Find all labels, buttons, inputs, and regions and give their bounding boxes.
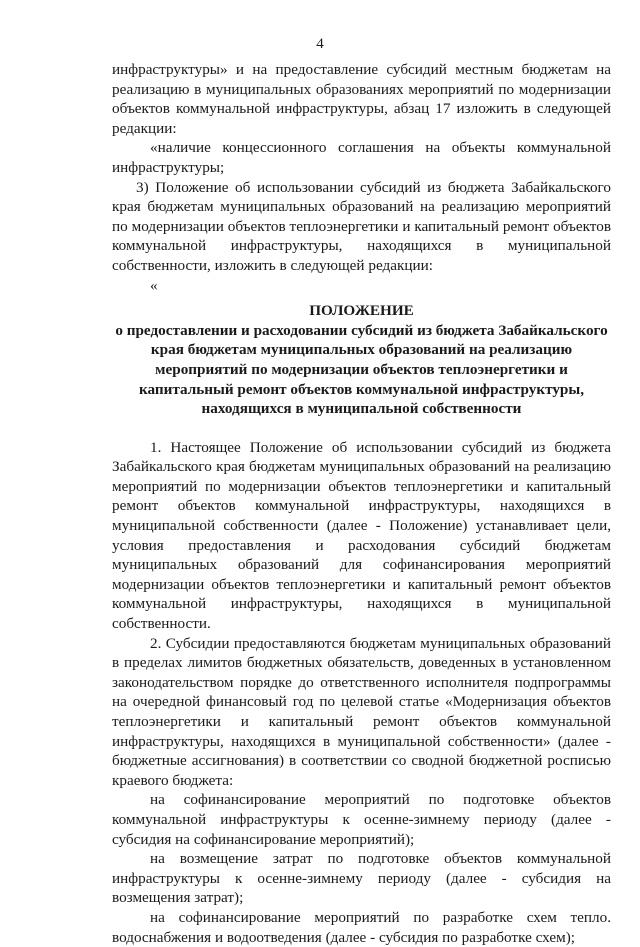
section-subtitle: о предоставлении и расходовании субсидий из бюджета Забайкальского края бюджетам муниципальных образований на реализацию мероприятий по модернизации объектов теплоэнергетики и капитальный ремонт объектов коммунальной инфраструктуры, находящихся в муниципальной собственности xyxy=(115,321,608,418)
paragraph-open-quote: « xyxy=(150,276,158,294)
paragraph-intro: инфраструктуры» и на предоставление субсидий местным бюджетам на реализацию в муниципальных образованиях мероприятий по модернизации объектов коммунальной инфраструктуры, абзац 17 изложить в следующей редакции: xyxy=(112,61,611,137)
paragraph-item-3: 3) Положение об использовании субсидий из бюджета Забайкальского края бюджетам муниципальных образований на реализацию мероприятий по модернизации объектов теплоэнергетики и капитальный ремонт объектов коммунальной инфраструктуры, находящихся в муниципальной собственности, изложить в следующей редакции: xyxy=(112,178,611,274)
paragraph-1: 1. Настоящее Положение об использовании субсидий из бюджета Забайкальского края бюджетам муниципальных образований на реализацию мероприятий по модернизации объектов теплоэнергетики и капитальный ремонт объектов коммунальной инфраструктуры, находящихся в муниципальной собственности (далее - Положение) устанавливает цели, условия предоставления и расходования субсидий бюджетам муниципальных образований для софинансирования мероприятий модернизации объектов теплоэнергетики и капитальный ремонт объектов коммунальной инфраструктуры, находящихся в муниципальной собственности. xyxy=(112,438,611,633)
paragraph-list-item-1: на софинансирование мероприятий по подготовке объектов коммунальной инфраструктуры к осенне-зимнему периоду (далее - субсидия на софинансирование мероприятий); xyxy=(112,791,611,848)
paragraph-2: 2. Субсидии предоставляются бюджетам муниципальных образований в пределах лимитов бюджетных обязательств, доведенных в установленном законодательством порядке до ответственного исполнителя подпрограммы на очередной финансовый год по целевой статье «Модернизация объектов теплоэнергетики и капитальный ремонт объектов коммунальной инфраструктуры, находящихся в муниципальной собственности» (далее - бюджетные ассигнования) в соответствии со сводной бюджетной росписью краевого бюджета: xyxy=(112,634,611,789)
page-number: 4 xyxy=(316,36,324,52)
section-title: ПОЛОЖЕНИЕ xyxy=(309,302,414,320)
document-body xyxy=(112,60,611,947)
paragraph-quote: «наличие концессионного соглашения на объекты коммунальной инфраструктуры; xyxy=(112,139,611,176)
paragraph-list-item-2: на возмещение затрат по подготовке объектов коммунальной инфраструктуры к осенне-зимнему периоду (далее - субсидия на возмещения затрат); xyxy=(112,850,611,907)
paragraph-list-item-3: на софинансирование мероприятий по разработке схем тепло. водоснабжения и водоотведения (далее - субсидия по разработке схем); xyxy=(112,908,611,946)
